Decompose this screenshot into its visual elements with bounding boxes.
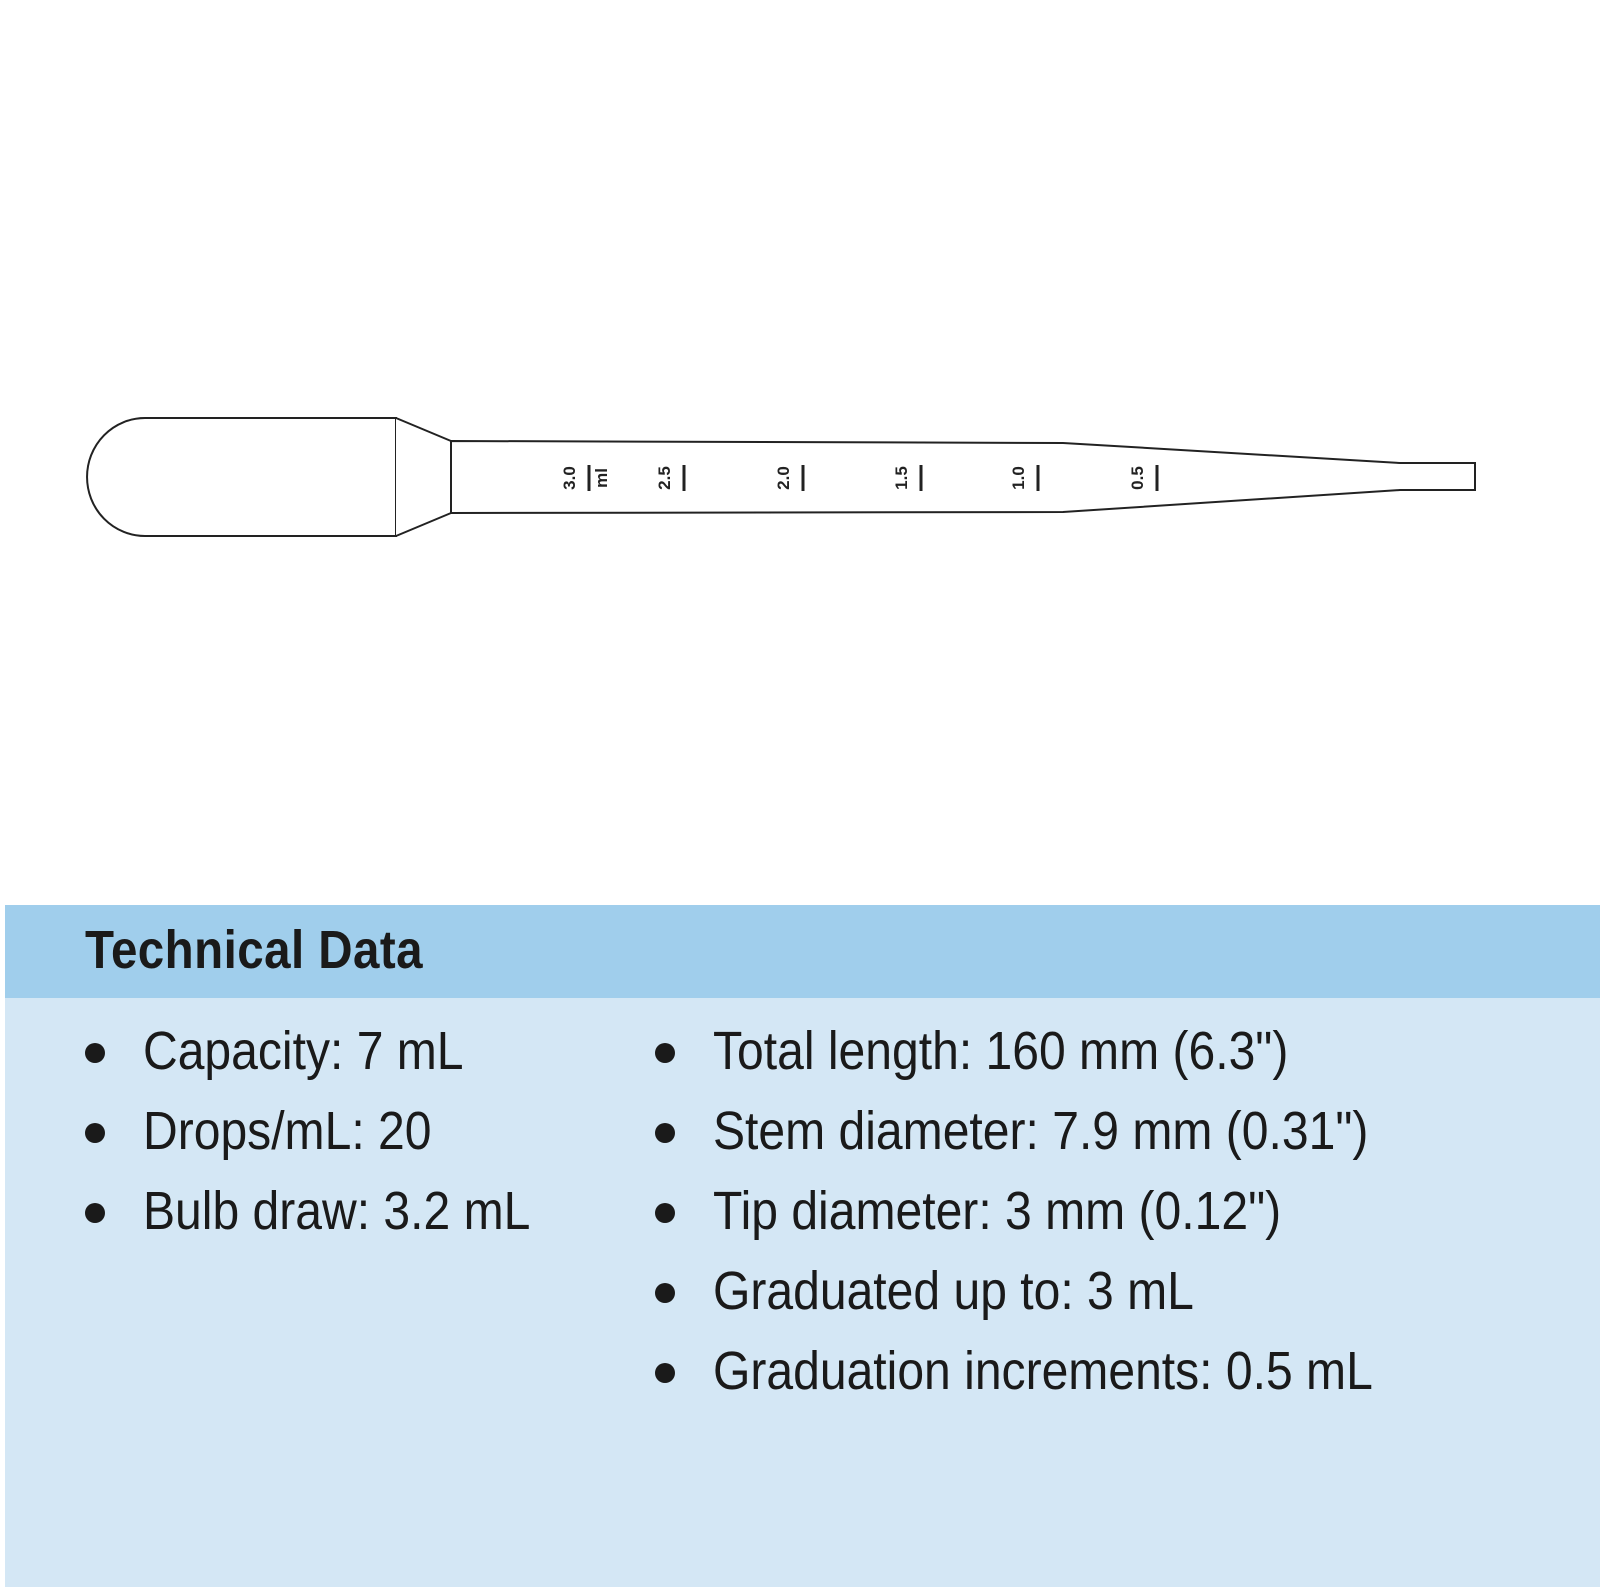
graduation-label: 0.5	[1128, 466, 1147, 490]
bullet-icon	[655, 1043, 675, 1063]
graduation-label: 2.5	[655, 466, 674, 490]
bullet-icon	[85, 1203, 105, 1223]
bullet-icon	[85, 1123, 105, 1143]
graduation-unit: ml	[592, 468, 611, 488]
graduation-label: 2.0	[774, 466, 793, 490]
spec-text: Capacity: 7 mL	[143, 1021, 464, 1081]
spec-text: Graduation increments: 0.5 mL	[713, 1341, 1373, 1401]
bullet-icon	[655, 1283, 675, 1303]
spec-text: Total length: 160 mm (6.3")	[713, 1021, 1289, 1081]
spec-text: Drops/mL: 20	[143, 1101, 432, 1161]
spec-text: Tip diameter: 3 mm (0.12")	[713, 1181, 1282, 1241]
spec-text: Stem diameter: 7.9 mm (0.31")	[713, 1101, 1369, 1161]
pipette-neck	[396, 418, 451, 536]
bullet-icon	[655, 1123, 675, 1143]
technical-data-header	[5, 905, 1600, 998]
bullet-icon	[655, 1363, 675, 1383]
technical-data-panel	[5, 905, 1600, 1587]
bullet-icon	[85, 1043, 105, 1063]
graduation-label: 1.0	[1009, 466, 1028, 490]
pipette-bulb	[87, 418, 396, 536]
spec-text: Bulb draw: 3.2 mL	[143, 1181, 531, 1241]
graduation-label: 1.5	[892, 466, 911, 490]
graduation-label: 3.0	[560, 466, 579, 490]
technical-data-title: Technical Data	[85, 920, 424, 980]
bullet-icon	[655, 1203, 675, 1223]
spec-text: Graduated up to: 3 mL	[713, 1261, 1194, 1321]
